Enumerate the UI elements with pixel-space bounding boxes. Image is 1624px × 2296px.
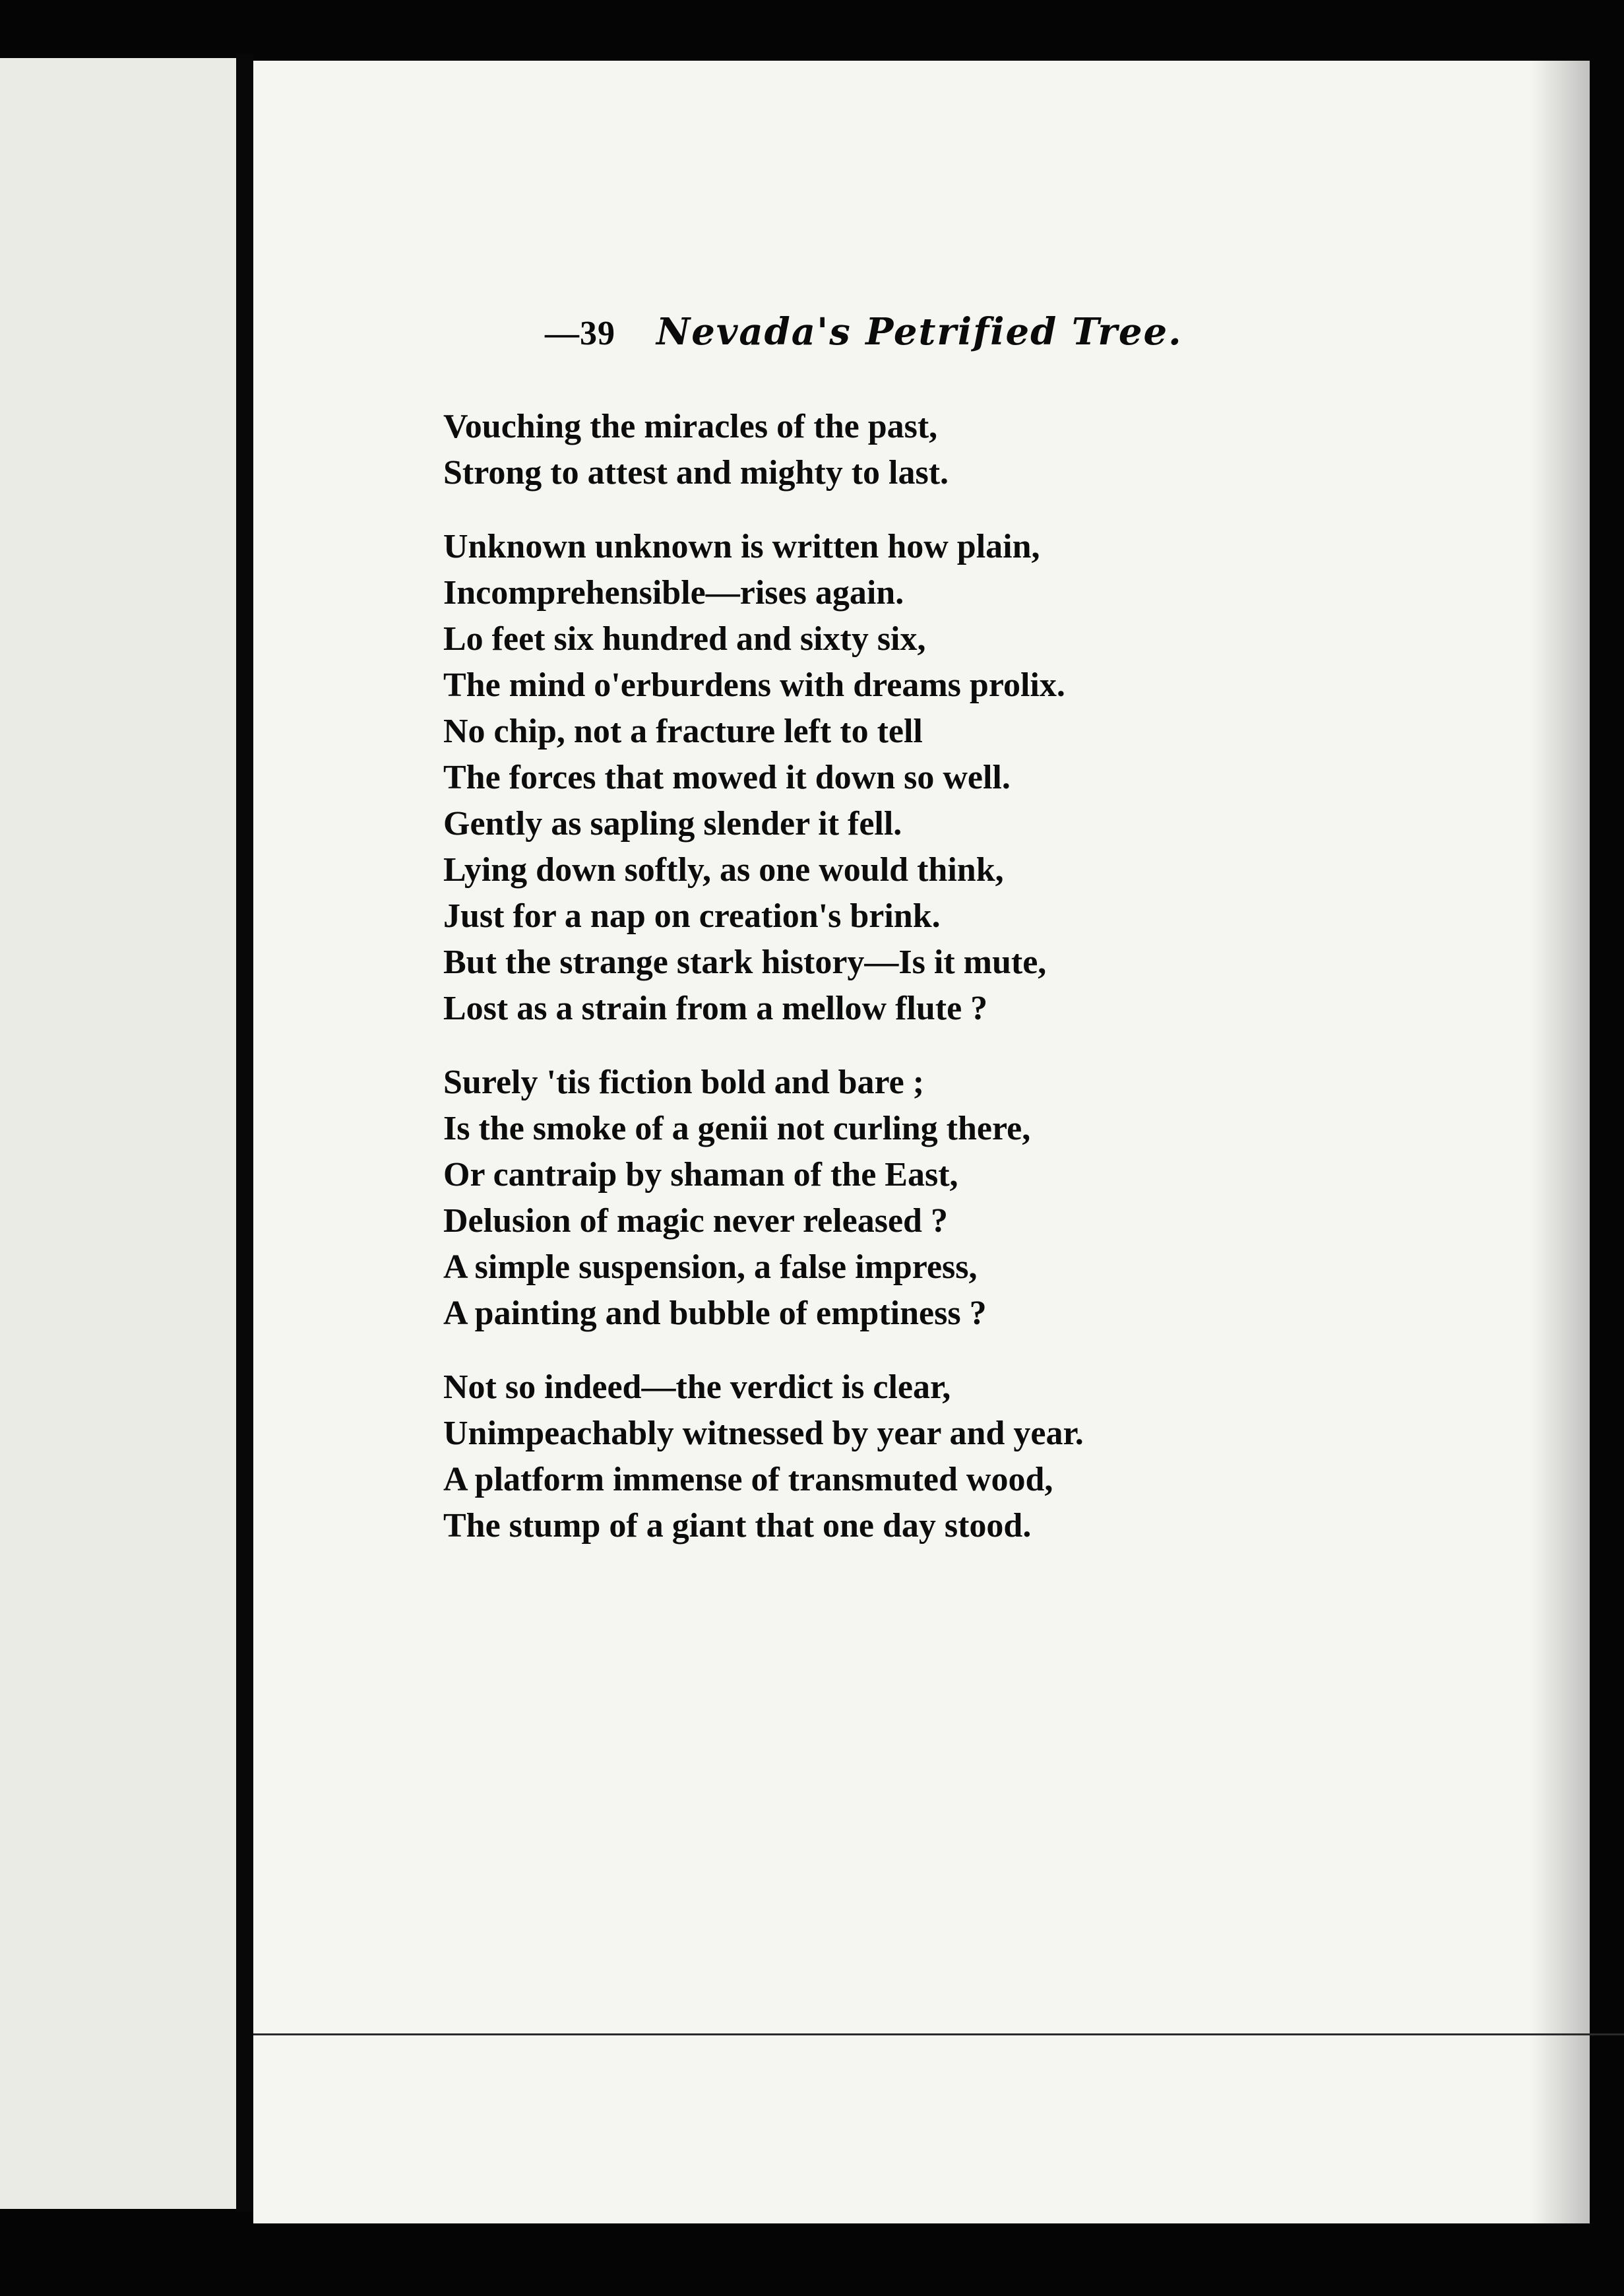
poem-line: A painting and bubble of emptiness ? — [443, 1294, 987, 1332]
page-number: —39 — [545, 315, 615, 352]
poem-line: Gently as sapling slender it fell. — [443, 805, 902, 843]
poem-line: But the strange stark history—Is it mute, — [443, 943, 1047, 981]
stanza-3 — [443, 1060, 1084, 1337]
gutter-shadow — [236, 54, 253, 2212]
poem-line: The stump of a giant that one day stood. — [443, 1507, 1032, 1545]
stanza-1 — [443, 404, 1084, 496]
poem-line: Lo feet six hundred and sixty six, — [443, 620, 926, 658]
poem-line: The forces that mowed it down so well. — [443, 759, 1011, 796]
poem-line: A platform immense of transmuted wood, — [443, 1461, 1053, 1498]
poem-line: Delusion of magic never released ? — [443, 1202, 948, 1240]
stanza-4 — [443, 1364, 1084, 1549]
poem-line: Unknown unknown is written how plain, — [443, 528, 1040, 565]
poem-line: Surely 'tis fiction bold and bare ; — [443, 1064, 925, 1101]
page-edge-shadow — [1530, 61, 1590, 2223]
poem-body — [443, 404, 1084, 1577]
left-page-edge — [0, 58, 237, 2209]
poem-line: Or cantraip by shaman of the East, — [443, 1156, 958, 1194]
running-title: Nevada's Petrified Tree. — [656, 310, 1183, 354]
poem-line: Lost as a strain from a mellow flute ? — [443, 990, 988, 1027]
poem-line: Not so indeed—the verdict is clear, — [443, 1368, 951, 1406]
poem-line: Vouching the miracles of the past, — [443, 408, 938, 445]
poem-line: Unimpeachably witnessed by year and year. — [443, 1415, 1084, 1452]
stanza-2 — [443, 524, 1084, 1032]
page-header — [545, 310, 1183, 354]
poem-line: Incomprehensible—rises again. — [443, 574, 904, 612]
fold-line — [253, 2033, 1624, 2035]
poem-line: The mind o'erburdens with dreams prolix. — [443, 666, 1065, 704]
poem-line: Lying down softly, as one would think, — [443, 851, 1004, 889]
poem-line: Strong to attest and mighty to last. — [443, 454, 949, 492]
poem-line: No chip, not a fracture left to tell — [443, 713, 923, 750]
poem-line: Just for a nap on creation's brink. — [443, 897, 941, 935]
poem-line: A simple suspension, a false impress, — [443, 1248, 978, 1286]
poem-line: Is the smoke of a genii not curling there, — [443, 1110, 1031, 1147]
